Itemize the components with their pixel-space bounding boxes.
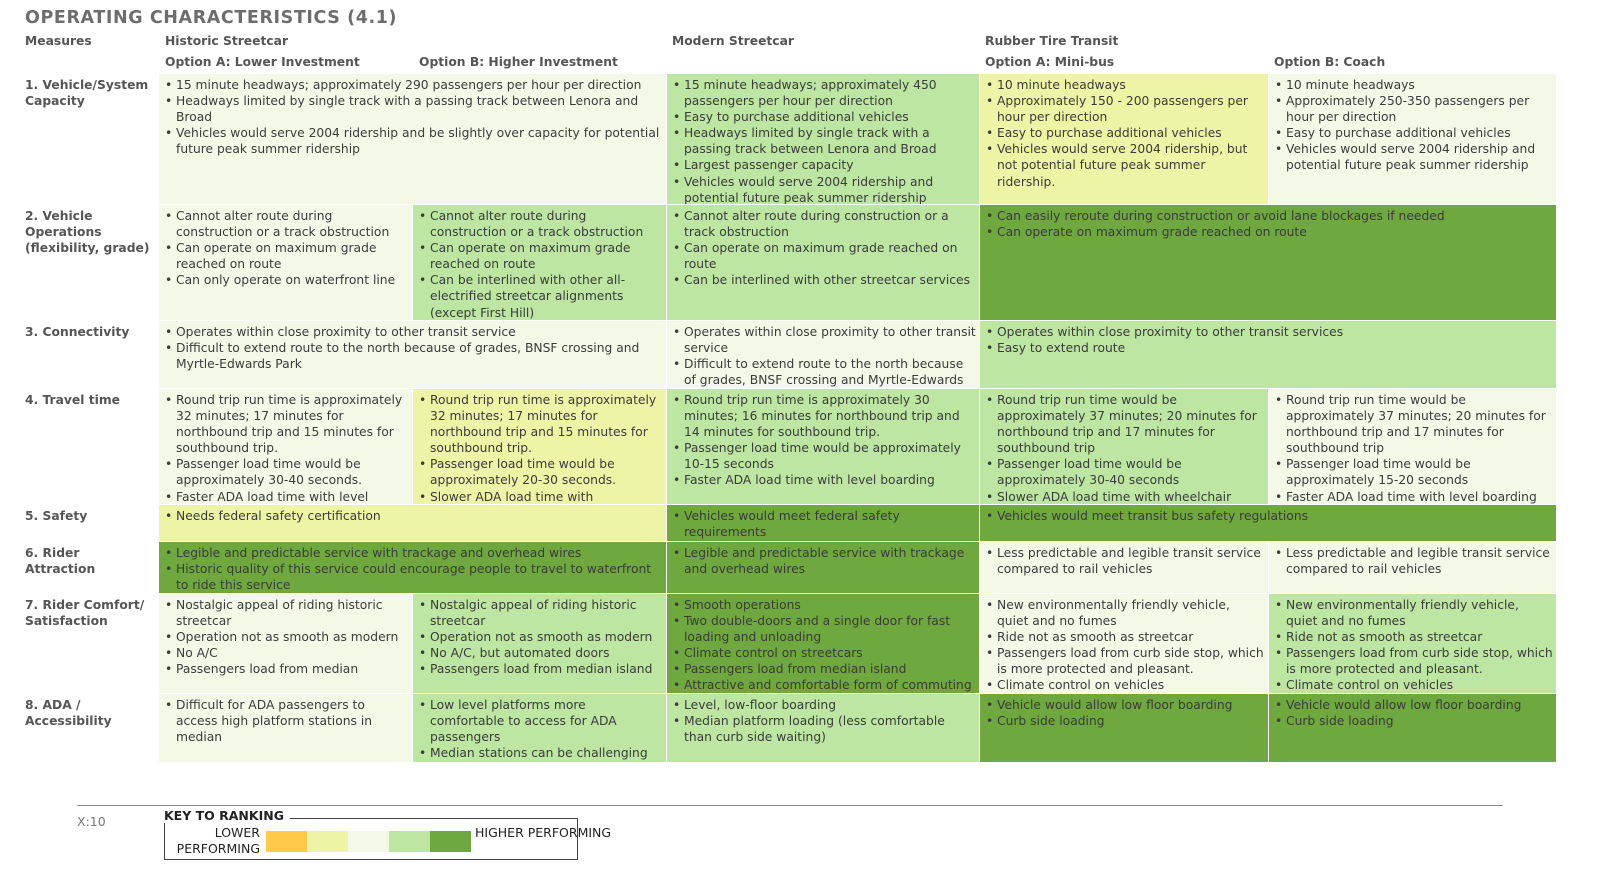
bullet-item: • Vehicles would serve 2004 ridership, but not potential future peak summer ridership. bbox=[985, 141, 1265, 189]
bullet-item: • Can easily reroute during construction or avoid lane blockages if needed bbox=[985, 208, 1553, 224]
bullet-item: • 10 minute headways bbox=[1274, 77, 1553, 93]
bullet-item: • Ride not as smooth as streetcar bbox=[1274, 629, 1553, 645]
cell-bullet-list bbox=[164, 697, 409, 745]
bullet-item: • Easy to purchase additional vehicles bbox=[1274, 125, 1553, 141]
table-cell bbox=[159, 321, 666, 388]
bullet-item: • Median platform loading (less comfortable than curb side waiting) bbox=[672, 713, 976, 745]
table-cell bbox=[159, 74, 666, 204]
bullet-item: • Operates within close proximity to other transit services bbox=[985, 324, 1553, 340]
table-cell bbox=[980, 389, 1268, 504]
table-cell bbox=[413, 205, 666, 320]
bullet-item: • Operation not as smooth as modern bbox=[418, 629, 663, 645]
measure-label: 1. Vehicle/System Capacity bbox=[25, 78, 149, 108]
cell-bullet-list bbox=[164, 508, 663, 524]
ranking-swatch bbox=[266, 831, 307, 852]
bullet-item: • Less predictable and legible transit service compared to rail vehicles bbox=[985, 545, 1265, 577]
bullet-item: • Approximately 250-350 passengers per hour per direction bbox=[1274, 93, 1553, 125]
table-cell bbox=[413, 389, 666, 504]
bullet-item: • Can operate on maximum grade reached on route bbox=[985, 224, 1553, 240]
table-cell bbox=[159, 389, 412, 504]
bullet-item: • Faster ADA load time with level boarding bbox=[672, 472, 976, 488]
page-title: OPERATING CHARACTERISTICS (4.1) bbox=[25, 8, 398, 28]
bullet-item: • Curb side loading bbox=[985, 713, 1265, 729]
bullet-item: • Can operate on maximum grade reached on route bbox=[672, 240, 976, 272]
cell-bullet-list bbox=[164, 208, 409, 288]
bullet-item: • Vehicles would serve 2004 ridership and be slightly over capacity for potential future peak summer ridership bbox=[164, 125, 663, 157]
bullet-item: • 10 minute headways bbox=[985, 77, 1265, 93]
measure-label: 3. Connectivity bbox=[25, 325, 130, 339]
cell-bullet-list bbox=[672, 392, 976, 489]
measure-label: 8. ADA / Accessibility bbox=[25, 698, 112, 728]
cell-bullet-list bbox=[164, 77, 663, 157]
bullet-item: • Legible and predictable service with trackage and overhead wires bbox=[164, 545, 663, 561]
bullet-item: • Low level platforms more comfortable to access for ADA passengers bbox=[418, 697, 663, 745]
bullet-item: • Cannot alter route during construction or a track obstruction bbox=[164, 208, 409, 240]
bullet-item: • Operates within close proximity to other transit service bbox=[164, 324, 663, 340]
bullet-item: • Level, low-floor boarding bbox=[672, 697, 976, 713]
cell-bullet-list bbox=[672, 545, 976, 577]
cell-bullet-list bbox=[164, 545, 663, 593]
cell-bullet-list bbox=[985, 597, 1265, 693]
header-measures: Measures bbox=[25, 34, 92, 48]
cell-bullet-list bbox=[1274, 545, 1553, 577]
bullet-item: • Curb side loading bbox=[1274, 713, 1553, 729]
bullet-item: • Passenger load time would be approximately 10-15 seconds bbox=[672, 440, 976, 472]
bullet-item: • Climate control on streetcars bbox=[672, 645, 976, 661]
bullet-item: • Easy to extend route bbox=[985, 340, 1553, 356]
cell-bullet-list bbox=[418, 697, 663, 762]
cell-bullet-list bbox=[985, 392, 1265, 504]
bullet-item: • Largest passenger capacity bbox=[672, 157, 976, 173]
bullet-item: • Difficult to extend route to the north because of grades, BNSF crossing and Myrtle-Edwards bbox=[672, 356, 976, 388]
header-historic-option-b: Option B: Higher Investment bbox=[419, 55, 618, 69]
table-cell bbox=[159, 694, 412, 762]
bullet-item: • Median stations can be challenging bbox=[418, 745, 663, 762]
table-cell bbox=[413, 694, 666, 762]
bullet-item: • Vehicles would serve 2004 ridership and potential future peak summer ridership bbox=[1274, 141, 1553, 173]
cell-bullet-list bbox=[418, 208, 663, 320]
bullet-item: • Round trip run time would be approximately 37 minutes; 20 minutes for northbound trip and 17 minutes for southbound trip bbox=[1274, 392, 1553, 456]
bullet-item: • Operation not as smooth as modern bbox=[164, 629, 409, 645]
table-cell bbox=[159, 205, 412, 320]
bullet-item: • New environmentally friendly vehicle, quiet and no fumes bbox=[1274, 597, 1553, 629]
measure-label: 5. Safety bbox=[25, 509, 88, 523]
measure-label: 6. Rider Attraction bbox=[25, 546, 96, 576]
cell-bullet-list bbox=[164, 392, 409, 504]
bullet-item: • 15 minute headways; approximately 290 passengers per hour per direction bbox=[164, 77, 663, 93]
table-cell bbox=[1269, 542, 1556, 593]
ranking-swatch bbox=[348, 831, 389, 852]
bullet-item: • Easy to purchase additional vehicles bbox=[985, 125, 1265, 141]
bullet-item: • Climate control on vehicles bbox=[1274, 677, 1553, 693]
bullet-item: • Cannot alter route during construction or a track obstruction bbox=[418, 208, 663, 240]
bullet-item: • Legible and predictable service with trackage and overhead wires bbox=[672, 545, 976, 577]
bullet-item: • Can be interlined with other all-electrified streetcar alignments (except First Hill) bbox=[418, 272, 663, 320]
bullet-item: • Attractive and comfortable form of commuting bbox=[672, 677, 976, 693]
bullet-item: • Vehicle would allow low floor boarding bbox=[1274, 697, 1553, 713]
table-cell bbox=[980, 74, 1268, 204]
table-cell bbox=[667, 74, 979, 204]
cell-bullet-list bbox=[672, 597, 976, 693]
cell-bullet-list bbox=[672, 208, 976, 288]
ranking-key-border bbox=[278, 818, 578, 819]
cell-bullet-list bbox=[1274, 77, 1553, 174]
ranking-key-title: KEY TO RANKING bbox=[164, 808, 290, 823]
bullet-item: • Passengers load from curb side stop, which is more protected and pleasant. bbox=[1274, 645, 1553, 677]
bullet-item: • Passenger load time would be approximately 20-30 seconds. bbox=[418, 456, 663, 488]
measure-label: 2. Vehicle Operations (flexibility, grade) bbox=[25, 209, 150, 255]
bullet-item: • Smooth operations bbox=[672, 597, 976, 613]
table-cell bbox=[159, 594, 412, 693]
header-historic-streetcar: Historic Streetcar bbox=[165, 34, 289, 48]
page-number: X:10 bbox=[77, 814, 106, 829]
cell-bullet-list bbox=[164, 324, 663, 372]
table-cell bbox=[667, 542, 979, 593]
ranking-key-lower-label: LOWER PERFORMING bbox=[176, 825, 260, 856]
bullet-item: • Easy to purchase additional vehicles bbox=[672, 109, 976, 125]
bullet-item: • Approximately 150 - 200 passengers per hour per direction bbox=[985, 93, 1265, 125]
bullet-item: • Operates within close proximity to other transit service bbox=[672, 324, 976, 356]
header-historic-option-a: Option A: Lower Investment bbox=[165, 55, 360, 69]
bullet-item: • No A/C bbox=[164, 645, 409, 661]
table-cell bbox=[159, 505, 666, 541]
bullet-item: • No A/C, but automated doors bbox=[418, 645, 663, 661]
bullet-item: • Round trip run time is approximately 30 minutes; 16 minutes for northbound trip and 14 minutes for southbound trip. bbox=[672, 392, 976, 440]
bullet-item: • Climate control on vehicles bbox=[985, 677, 1265, 693]
bullet-item: • Can operate on maximum grade reached on route bbox=[164, 240, 409, 272]
bullet-item: • Passengers load from curb side stop, which is more protected and pleasant. bbox=[985, 645, 1265, 677]
table-cell bbox=[980, 321, 1556, 388]
table-cell bbox=[980, 594, 1268, 693]
cell-bullet-list bbox=[985, 508, 1553, 524]
bullet-item: • Round trip run time is approximately 32 minutes; 17 minutes for northbound trip and 15 minutes for southbound trip. bbox=[164, 392, 409, 456]
ranking-swatch bbox=[307, 831, 348, 852]
table-cell bbox=[1269, 694, 1556, 762]
measure-label: 7. Rider Comfort/ Satisfaction bbox=[25, 598, 145, 628]
bullet-item: • Two double-doors and a single door for fast loading and unloading bbox=[672, 613, 976, 645]
measure-label: 4. Travel time bbox=[25, 393, 121, 407]
bullet-item: • Round trip run time would be approximately 37 minutes; 20 minutes for northbound trip and 17 minutes for southbound trip bbox=[985, 392, 1265, 456]
cell-bullet-list bbox=[1274, 597, 1553, 693]
header-rubber-option-a: Option A: Mini-bus bbox=[985, 55, 1115, 69]
bullet-item: • Faster ADA load time with level boarding bbox=[1274, 489, 1553, 504]
header-rubber-tire-transit: Rubber Tire Transit bbox=[985, 34, 1119, 48]
bullet-item: • Passenger load time would be approximately 30-40 seconds bbox=[985, 456, 1265, 488]
bullet-item: • Slower ADA load time with bbox=[418, 489, 663, 504]
table-cell bbox=[980, 694, 1268, 762]
header-rubber-option-b: Option B: Coach bbox=[1274, 55, 1386, 69]
bullet-item: • Passengers load from median bbox=[164, 661, 409, 677]
bullet-item: • New environmentally friendly vehicle, quiet and no fumes bbox=[985, 597, 1265, 629]
cell-bullet-list bbox=[418, 597, 663, 677]
table-cell bbox=[667, 694, 979, 762]
bullet-item: • Vehicles would meet transit bus safety regulations bbox=[985, 508, 1553, 524]
bullet-item: • Faster ADA load time with level bbox=[164, 489, 409, 504]
bullet-item: • Slower ADA load time with wheelchair bbox=[985, 489, 1265, 504]
cell-bullet-list bbox=[672, 508, 976, 540]
ranking-swatch bbox=[430, 831, 471, 852]
footer-divider bbox=[77, 805, 1503, 806]
cell-bullet-list bbox=[672, 77, 976, 204]
bullet-item: • Headways limited by single track with a passing track between Lenora and Broad bbox=[672, 125, 976, 157]
bullet-item: • Difficult to extend route to the north because of grades, BNSF crossing and Myrtle-Edwards Park bbox=[164, 340, 663, 372]
table-cell bbox=[980, 505, 1556, 541]
bullet-item: • Passenger load time would be approximately 15-20 seconds bbox=[1274, 456, 1553, 488]
table-cell bbox=[1269, 389, 1556, 504]
cell-bullet-list bbox=[985, 77, 1265, 190]
cell-bullet-list bbox=[985, 697, 1265, 729]
bullet-item: • Can operate on maximum grade reached on route bbox=[418, 240, 663, 272]
cell-bullet-list bbox=[985, 324, 1553, 356]
bullet-item: • Needs federal safety certification bbox=[164, 508, 663, 524]
cell-bullet-list bbox=[1274, 392, 1553, 504]
bullet-item: • Difficult for ADA passengers to access high platform stations in median bbox=[164, 697, 409, 745]
header-modern-streetcar: Modern Streetcar bbox=[672, 34, 794, 48]
bullet-item: • Round trip run time is approximately 32 minutes; 17 minutes for northbound trip and 15 minutes for southbound trip. bbox=[418, 392, 663, 456]
table-cell bbox=[667, 205, 979, 320]
bullet-item: • Historic quality of this service could encourage people to travel to waterfront to ride this service bbox=[164, 561, 663, 593]
table-cell bbox=[667, 505, 979, 541]
bullet-item: • Passengers load from median island bbox=[672, 661, 976, 677]
cell-bullet-list bbox=[418, 392, 663, 504]
cell-bullet-list bbox=[672, 697, 976, 745]
table-cell bbox=[667, 594, 979, 693]
cell-bullet-list bbox=[985, 545, 1265, 577]
table-cell bbox=[413, 594, 666, 693]
bullet-item: • Cannot alter route during construction or a track obstruction bbox=[672, 208, 976, 240]
bullet-item: • Vehicles would meet federal safety requirements bbox=[672, 508, 976, 540]
ranking-key-higher-label: HIGHER PERFORMING bbox=[475, 825, 612, 840]
bullet-item: • Can only operate on waterfront line bbox=[164, 272, 409, 288]
table-cell bbox=[1269, 594, 1556, 693]
table-cell bbox=[980, 542, 1268, 593]
bullet-item: • Ride not as smooth as streetcar bbox=[985, 629, 1265, 645]
cell-bullet-list bbox=[672, 324, 976, 388]
bullet-item: • Headways limited by single track with a passing track between Lenora and Broad bbox=[164, 93, 663, 125]
bullet-item: • Nostalgic appeal of riding historic streetcar bbox=[418, 597, 663, 629]
table-cell bbox=[667, 321, 979, 388]
bullet-item: • Vehicles would serve 2004 ridership and potential future peak summer ridership bbox=[672, 174, 976, 204]
bullet-item: • Passengers load from median island bbox=[418, 661, 663, 677]
table-cell bbox=[980, 205, 1556, 320]
bullet-item: • Nostalgic appeal of riding historic streetcar bbox=[164, 597, 409, 629]
bullet-item: • Passenger load time would be approximately 30-40 seconds. bbox=[164, 456, 409, 488]
bullet-item: • Can be interlined with other streetcar services bbox=[672, 272, 976, 288]
cell-bullet-list bbox=[985, 208, 1553, 240]
cell-bullet-list bbox=[164, 597, 409, 677]
table-cell bbox=[667, 389, 979, 504]
bullet-item: • 15 minute headways; approximately 450 passengers per hour per direction bbox=[672, 77, 976, 109]
bullet-item: • Vehicle would allow low floor boarding bbox=[985, 697, 1265, 713]
bullet-item: • Less predictable and legible transit service compared to rail vehicles bbox=[1274, 545, 1553, 577]
table-cell bbox=[159, 542, 666, 593]
table-cell bbox=[1269, 74, 1556, 204]
cell-bullet-list bbox=[1274, 697, 1553, 729]
ranking-swatch bbox=[389, 831, 430, 852]
